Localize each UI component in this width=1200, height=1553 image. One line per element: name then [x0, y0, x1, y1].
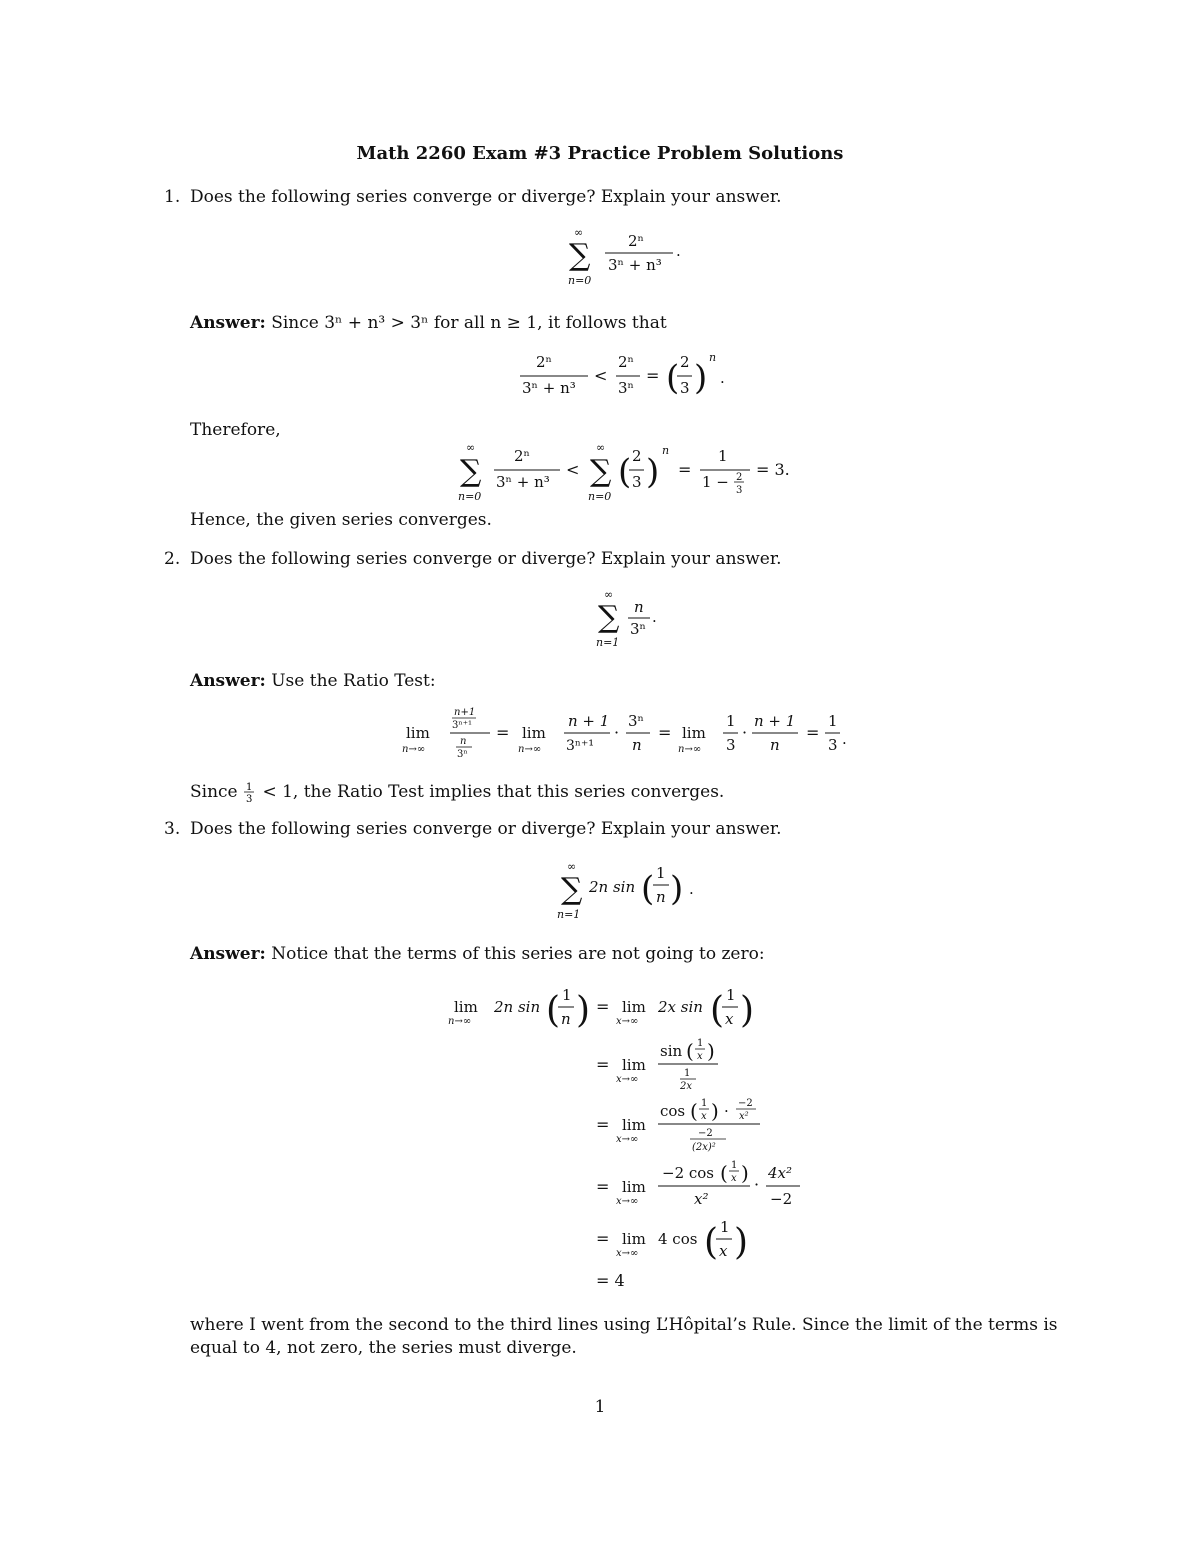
small-numerator: 1: [246, 782, 253, 793]
problem-1-answer-intro: [190, 313, 667, 333]
problem-number: 2.: [164, 549, 181, 569]
times: ·: [724, 1102, 729, 1120]
numerator: 2ⁿ: [618, 353, 635, 371]
one-third-fraction: [243, 781, 257, 803]
exponent: n: [662, 444, 670, 457]
sum-symbol: ∑: [561, 872, 583, 907]
denominator: n: [770, 736, 780, 754]
denominator: 3ⁿ + n³: [522, 379, 576, 397]
equals: =: [596, 1177, 610, 1196]
left-paren: (: [641, 869, 655, 909]
small-denominator: x²: [739, 1111, 749, 1122]
denominator: 3ⁿ: [618, 379, 635, 397]
right-paren: ): [734, 1222, 749, 1263]
conclusion-suffix: < 1, the Ratio Test implies that this series converges.: [262, 782, 725, 802]
left-paren: (: [704, 1222, 719, 1263]
nested-denominator: 3ⁿ: [457, 749, 468, 760]
denominator: 3: [632, 473, 642, 491]
sum-lower-limit: n=0: [588, 490, 612, 503]
numerator: 2ⁿ: [628, 232, 645, 250]
expression: 2x sin: [658, 998, 703, 1016]
exponent: n: [709, 351, 717, 364]
limit: lim: [622, 1116, 646, 1134]
denominator: 3ⁿ⁺¹: [566, 738, 594, 754]
small-numerator: −2: [738, 1098, 753, 1109]
period: .: [676, 242, 681, 260]
problem-2-question: [164, 549, 782, 569]
problem-2-series: [590, 584, 680, 654]
problem-3-question: [164, 819, 782, 839]
problem-3-answer-intro: [190, 944, 765, 964]
times: ·: [754, 1175, 760, 1194]
denominator: 3ⁿ: [630, 620, 647, 638]
sum-upper-limit: ∞: [596, 441, 606, 454]
denominator: n: [656, 888, 666, 906]
numerator: 2ⁿ: [536, 353, 553, 371]
limit: lim: [454, 998, 478, 1016]
limit-subscript: x→∞: [616, 1134, 639, 1145]
numerator: n + 1: [568, 712, 610, 730]
limit: lim: [622, 998, 646, 1016]
numerator: 1: [656, 864, 666, 882]
numerator: 1: [726, 986, 736, 1004]
sum-lower-limit: n=1: [596, 636, 620, 649]
numerator: 1: [718, 447, 728, 465]
less-than: <: [566, 460, 580, 479]
sum-upper-limit: ∞: [604, 588, 614, 601]
problem-1-question: [164, 187, 782, 207]
equals: =: [678, 460, 692, 479]
answer-text: Since 3ⁿ + n³ > 3ⁿ for all n ≥ 1, it follows that: [271, 313, 667, 333]
problem-1-therefore: Therefore,: [190, 420, 281, 440]
problem-number: 3.: [164, 819, 181, 839]
numerator: 2ⁿ: [514, 447, 531, 465]
limit-subscript: x→∞: [616, 1196, 639, 1207]
small-denominator: 3: [246, 794, 253, 803]
sum-symbol: ∑: [460, 454, 482, 489]
denominator: 3: [828, 736, 838, 754]
denominator: −2: [770, 1190, 793, 1208]
problem-2-ratio-test: [400, 702, 860, 764]
numerator: 1: [726, 712, 736, 730]
small-denominator: 3: [736, 485, 743, 496]
left-paren: (: [546, 990, 561, 1031]
denominator: x: [725, 1010, 734, 1028]
times: ·: [742, 723, 748, 742]
right-paren: ): [576, 990, 591, 1031]
equals: =: [596, 997, 610, 1016]
denominator: 1 −: [702, 473, 729, 491]
problem-number: 1.: [164, 187, 181, 207]
problem-2-conclusion: [190, 781, 724, 803]
small-numerator: 1: [701, 1098, 708, 1109]
numerator: 3ⁿ: [628, 712, 645, 730]
conclusion-prefix: Since: [190, 782, 238, 802]
problem-1-comparison: [452, 437, 812, 507]
problem-3-series: [553, 856, 703, 926]
sum-upper-limit: ∞: [574, 226, 584, 239]
expression: 2n sin: [494, 998, 541, 1016]
numerator: 1: [828, 712, 838, 730]
limit: lim: [622, 1056, 646, 1074]
period: .: [720, 369, 725, 387]
sum-upper-limit: ∞: [466, 441, 476, 454]
sum-lower-limit: n=0: [568, 274, 592, 287]
expression: 2n sin: [589, 878, 636, 896]
page-title: Math 2260 Exam #3 Practice Problem Solutions: [356, 143, 844, 164]
left-paren: (: [690, 1099, 698, 1123]
small-numerator: 2: [736, 472, 743, 483]
limit-subscript: n→∞: [678, 744, 702, 755]
equals: =: [596, 1229, 610, 1248]
nested-numerator: n+1: [454, 707, 476, 718]
small-denominator: x: [697, 1051, 703, 1062]
period: .: [842, 730, 847, 748]
problem-2-answer-intro: [190, 671, 436, 691]
equals: =: [658, 723, 672, 742]
equals: =: [646, 366, 660, 385]
limit-subscript: n→∞: [518, 744, 542, 755]
period: .: [652, 608, 657, 626]
numerator: 2: [632, 447, 642, 465]
numerator: −2 cos: [662, 1164, 715, 1182]
sum-symbol: ∑: [569, 238, 591, 273]
small-denominator: 2x: [680, 1081, 693, 1092]
small-numerator: −2: [698, 1128, 713, 1139]
right-paren: ): [740, 990, 755, 1031]
numerator: 1: [562, 986, 572, 1004]
result: = 3.: [756, 460, 790, 479]
question-text: Does the following series converge or diverge? Explain your answer.: [190, 187, 782, 207]
equals: =: [496, 723, 510, 742]
problem-1-inequality: [518, 345, 738, 405]
sum-upper-limit: ∞: [567, 860, 577, 873]
small-numerator: 1: [697, 1038, 704, 1049]
denominator: 3ⁿ + n³: [496, 473, 550, 491]
left-paren: (: [666, 358, 680, 398]
answer-label: Answer:: [190, 944, 266, 964]
small-numerator: 1: [684, 1068, 691, 1079]
answer-label: Answer:: [190, 671, 266, 691]
right-paren: ): [646, 452, 660, 492]
sum-symbol: ∑: [590, 454, 612, 489]
limit: lim: [406, 724, 430, 742]
small-denominator: x: [731, 1173, 737, 1184]
numerator: 2: [680, 353, 690, 371]
problem-1-series: [560, 222, 700, 292]
numerator: n + 1: [754, 712, 796, 730]
question-text: Does the following series converge or diverge? Explain your answer.: [190, 819, 782, 839]
right-paren: ): [707, 1039, 715, 1063]
denominator: x²: [694, 1190, 709, 1208]
right-paren: ): [670, 869, 684, 909]
result: = 4: [596, 1271, 625, 1290]
numerator: 1: [720, 1218, 730, 1236]
right-paren: ): [694, 358, 708, 398]
small-denominator: (2x)²: [692, 1142, 716, 1153]
denominator: 3: [680, 379, 690, 397]
right-paren: ): [741, 1161, 749, 1185]
left-paren: (: [618, 452, 632, 492]
expression: 4 cos: [658, 1230, 698, 1248]
numerator: 4x²: [768, 1164, 793, 1182]
limit: lim: [622, 1230, 646, 1248]
problem-1-conclusion: Hence, the given series converges.: [190, 510, 492, 530]
small-numerator: 1: [731, 1160, 738, 1171]
nested-numerator: n: [460, 736, 467, 747]
nested-denominator: 3ⁿ⁺¹: [452, 720, 472, 731]
times: ·: [614, 723, 620, 742]
right-paren: ): [711, 1099, 719, 1123]
question-text: Does the following series converge or diverge? Explain your answer.: [190, 549, 782, 569]
limit-subscript: n→∞: [448, 1016, 472, 1027]
equals: =: [596, 1055, 610, 1074]
limit: lim: [522, 724, 546, 742]
denominator: 3ⁿ + n³: [608, 256, 662, 274]
problem-3-conclusion: where I went from the second to the third lines using L’Hôpital’s Rule. Since the limit of the terms is equal to 4, not zero, the series must diverge.: [190, 1315, 1058, 1358]
equals: =: [596, 1115, 610, 1134]
limit-subscript: n→∞: [402, 744, 426, 755]
answer-text: Use the Ratio Test:: [271, 671, 436, 691]
less-than: <: [594, 366, 608, 385]
limit-subscript: x→∞: [616, 1074, 639, 1085]
answer-text: Notice that the terms of this series are not going to zero:: [271, 944, 765, 964]
sin: sin: [660, 1042, 683, 1060]
numerator: n: [634, 598, 644, 616]
answer-label: Answer:: [190, 313, 266, 333]
cos: cos: [660, 1102, 686, 1120]
problem-3-derivation: [446, 980, 826, 1296]
equals: =: [806, 723, 820, 742]
denominator: x: [719, 1242, 728, 1260]
limit-subscript: x→∞: [616, 1016, 639, 1027]
sum-symbol: ∑: [598, 600, 620, 635]
denominator: n: [561, 1010, 571, 1028]
sum-lower-limit: n=1: [557, 908, 581, 921]
left-paren: (: [710, 990, 725, 1031]
left-paren: (: [686, 1039, 694, 1063]
page-number: 1: [594, 1397, 606, 1417]
period: .: [689, 880, 694, 898]
denominator: 3: [726, 736, 736, 754]
small-denominator: x: [701, 1111, 707, 1122]
denominator: n: [632, 736, 642, 754]
limit-subscript: x→∞: [616, 1248, 639, 1259]
limit: lim: [622, 1178, 646, 1196]
left-paren: (: [720, 1161, 728, 1185]
sum-lower-limit: n=0: [458, 490, 482, 503]
limit: lim: [682, 724, 706, 742]
